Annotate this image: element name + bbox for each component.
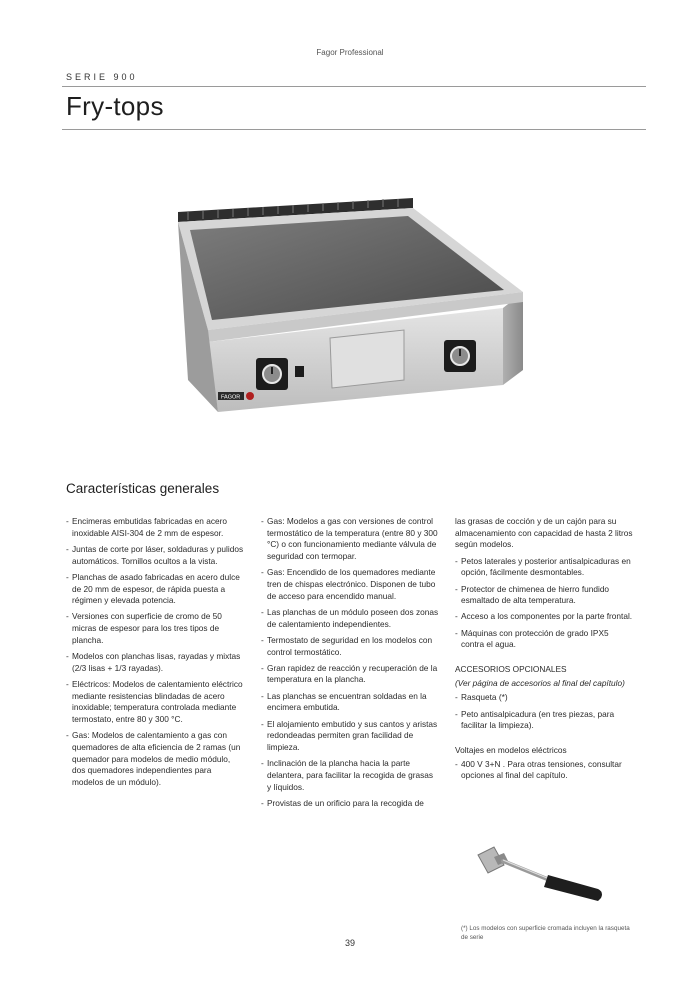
series-label: SERIE 900 <box>66 72 138 82</box>
feature-item: - Petos laterales y posterior antisalpicaduras en opción, fácilmente desmontables. <box>455 556 633 579</box>
feature-item: - Termostato de seguridad en los modelos con control termostático. <box>261 635 439 658</box>
feature-item: - Gas: Encendido de los quemadores mediante tren de chispas electrónico. Disponen de tubo de acceso para encendido manual. <box>261 567 439 602</box>
title-divider <box>62 129 646 130</box>
feature-item: - Acceso a los componentes por la parte frontal. <box>455 611 633 623</box>
features-column-2 <box>261 516 439 814</box>
product-image <box>168 190 528 430</box>
feature-item: - Gas: Modelos a gas con versiones de control termostático de la temperatura (entre 80 y 300 °C) o con funcionamiento mediante válvula de seguridad con termopar. <box>261 516 439 563</box>
page-title: Fry-tops <box>66 91 164 121</box>
features-column-1 <box>66 516 244 793</box>
accessory-item: - Peto antisalpicadura (en tres piezas, para facilitar la limpieza). <box>455 709 633 732</box>
feature-item: - El alojamiento embutido y sus cantos y aristas redondeadas permiten gran facilidad de limpieza. <box>261 719 439 754</box>
feature-item: - Planchas de asado fabricadas en acero dulce de 20 mm de espesor, de rápida puesta a régimen y elevada potencia. <box>66 572 244 607</box>
features-column-3 <box>455 516 633 787</box>
feature-item: - Inclinación de la plancha hacia la parte delantera, para facilitar la recogida de grasas y líquidos. <box>261 758 439 793</box>
feature-item: - Versiones con superficie de cromo de 50 micras de espesor para los tres tipos de plancha. <box>66 611 244 646</box>
accessories-note: (Ver página de accesorios al final del capítulo) <box>455 677 625 688</box>
feature-item: - Eléctricos: Modelos de calentamiento eléctrico mediante resistencias blindadas de acero inoxidable; temperatura controlada mediante termostato, entre 80 y 300 °C. <box>66 679 244 726</box>
page-number: 39 <box>344 938 355 948</box>
top-divider <box>62 86 646 87</box>
voltage-item: - 400 V 3+N . Para otras tensiones, consultar opciones al final del capítulo. <box>455 759 633 782</box>
feature-continuation: las grasas de cocción y de un cajón para su almacenamiento con capacidad de hasta 2 litros según modelos. <box>455 516 633 550</box>
scraper-image <box>470 845 610 915</box>
feature-item: - Juntas de corte por láser, soldaduras y pulidos automáticos. Tornillos ocultos a la vista. <box>66 544 244 567</box>
footnote: (*) Los modelos con superficie cromada incluyen la rasqueta de serie <box>461 925 630 941</box>
feature-item: - Gas: Modelos de calentamiento a gas con quemadores de alta eficiencia de 2 ramas (un quemador para modelos de medio módulo, dos quemadores independientes para modelos de un módulo). <box>66 730 244 789</box>
accessories-heading: ACCESORIOS OPCIONALES <box>455 664 567 675</box>
voltages-heading: Voltajes en modelos eléctricos <box>455 745 567 756</box>
feature-item: - Encimeras embutidas fabricadas en acero inoxidable AISI-304 de 2 mm de espesor. <box>66 516 244 539</box>
feature-item: - Provistas de un orificio para la recogida de <box>261 798 439 810</box>
feature-item: - Modelos con planchas lisas, rayadas y mixtas (2/3 lisas + 1/3 rayadas). <box>66 651 244 674</box>
brand-header: Fagor Professional <box>316 48 384 57</box>
svg-text:FAGOR: FAGOR <box>221 394 241 401</box>
feature-item: - Las planchas de un módulo poseen dos zonas de calentamiento independientes. <box>261 607 439 630</box>
feature-item: - Protector de chimenea de hierro fundido esmaltado de alta temperatura. <box>455 584 633 607</box>
feature-item: - Las planchas se encuentran soldadas en la encimera embutida. <box>261 691 439 714</box>
feature-item: - Máquinas con protección de grado IPX5 contra el agua. <box>455 628 633 651</box>
accessory-item: - Rasqueta (*) <box>455 692 633 704</box>
feature-item: - Gran rapidez de reacción y recuperación de la temperatura en la plancha. <box>261 663 439 686</box>
section-title: Características generales <box>66 481 220 496</box>
